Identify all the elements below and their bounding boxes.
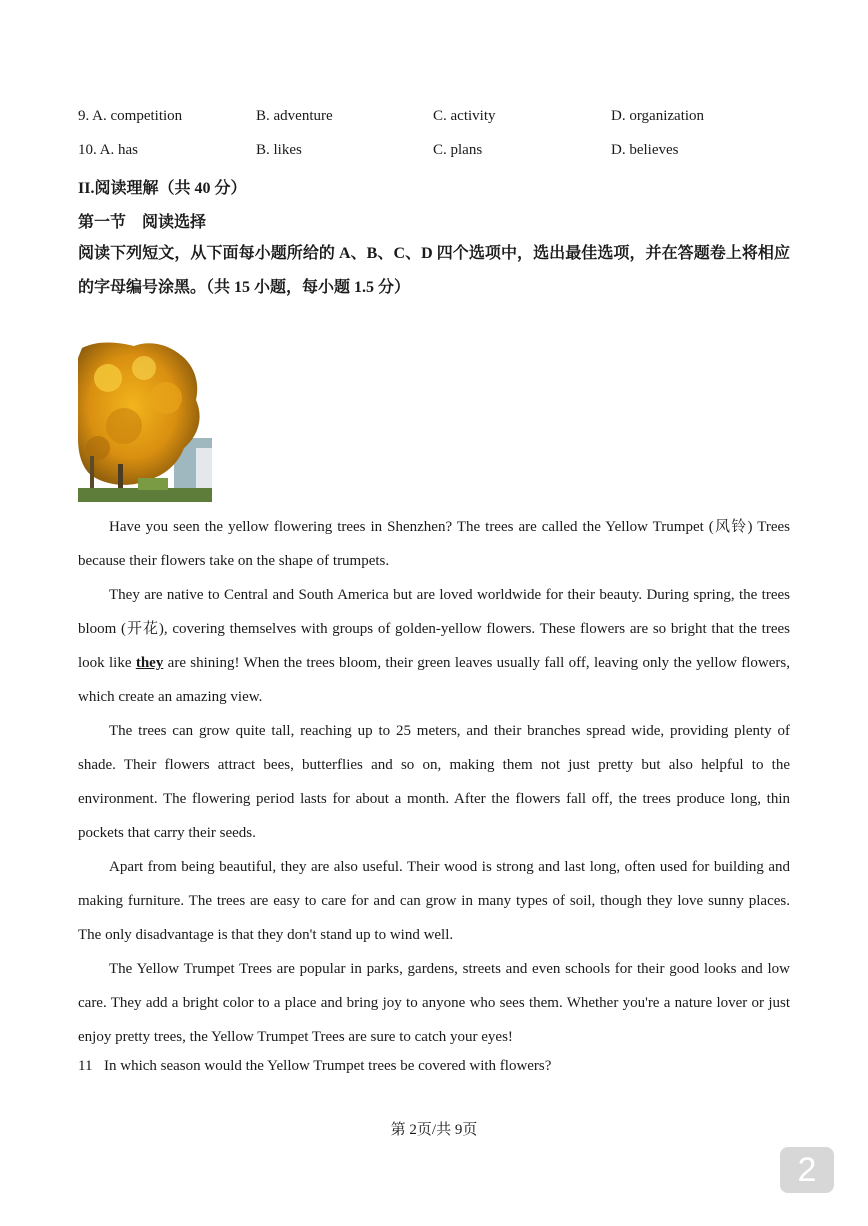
paragraph-2-text-end: are shining! When the trees bloom, their green leaves usually fall off, leaving only the yellow flowers, which create an amazing view. — [78, 655, 790, 705]
page-number-badge: 2 — [780, 1147, 834, 1193]
options-row-10 — [78, 142, 798, 162]
option-10-b: B. likes — [256, 142, 302, 158]
passage-paragraph-5: The Yellow Trumpet Trees are popular in parks, gardens, streets and even schools for their good looks and low care. They add a bright color to a place and bring joy to anyone who sees them. Whether you're a nature lover or just enjoy pretty trees, the Yellow Trumpet Trees are sure to catch your eyes! — [78, 961, 790, 1045]
instructions: 阅读下列短文，从下面每小题所给的 A、B、C、D 四个选项中，选出最佳选项，并在答题卷上将相应的字母编号涂黑。（共 15 小题，每小题 1.5 分） — [78, 245, 790, 296]
passage — [78, 510, 790, 1054]
option-9-a: 9. A. competition — [78, 108, 183, 124]
option-10-d: D. believes — [611, 142, 679, 158]
underlined-word: they — [135, 655, 164, 671]
option-9-b: B. adventure — [256, 108, 333, 124]
options-row-9 — [78, 108, 798, 128]
passage-paragraph-4: Apart from being beautiful, they are also useful. Their wood is strong and last long, often used for building and making furniture. The trees are easy to care for and can grow in many types of soil, though they love sunny places. The only disadvantage is that they don't stand up to wind well. — [78, 859, 790, 943]
paragraph-2-text-start: They are native to Central and South America but are loved worldwide for their beauty. During spring, the trees bloom (开花), covering themselves with groups of golden-yellow flowers. These flowers are so bright that the trees look like — [78, 587, 790, 671]
tree-photo — [78, 338, 212, 502]
option-9-d: D. organization — [611, 108, 705, 124]
option-9-c: C. activity — [433, 108, 496, 124]
question-number: 11 — [78, 1058, 93, 1074]
passage-paragraph-3: The trees can grow quite tall, reaching up to 25 meters, and their branches spread wide, providing plenty of shade. Their flowers attract bees, butterflies and so on, making them not just pretty but also helpful to the environment. The flowering period lasts for about a month. After the flowers fall off, the trees produce long, thin pockets that carry their seeds. — [78, 723, 790, 841]
passage-paragraph-1: Have you seen the yellow flowering trees in Shenzhen? The trees are called the Yellow Trumpet (风铃) Trees because their flowers take on the shape of trumpets. — [78, 519, 790, 569]
question-text: In which season would the Yellow Trumpet trees be covered with flowers? — [104, 1058, 552, 1074]
question-11 — [78, 1058, 551, 1075]
section-heading: II.阅读理解（共 40 分） — [78, 180, 247, 197]
tree-photo-image — [78, 338, 212, 502]
option-10-a: 10. A. has — [78, 142, 138, 158]
subsection-heading: 第一节 阅读选择 — [78, 214, 207, 231]
page-footer: 第 2页/共 9页 — [390, 1122, 478, 1138]
passage-paragraph-2 — [78, 578, 790, 714]
option-10-c: C. plans — [433, 142, 483, 158]
